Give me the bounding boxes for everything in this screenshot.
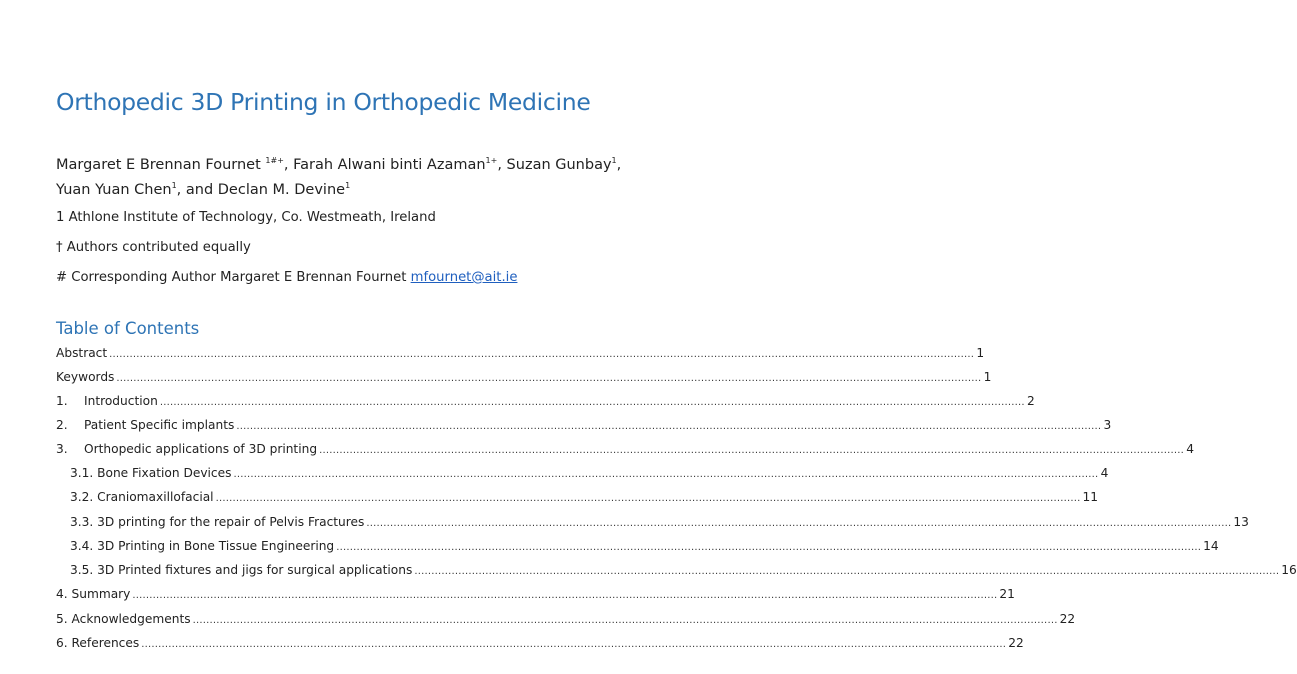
toc-entry[interactable] — [56, 559, 1297, 577]
toc-entry-page: 21 — [999, 587, 1015, 601]
toc-entry-title: 3.2. Craniomaxillofacial — [70, 490, 214, 504]
author-affiliation-mark: 1+ — [485, 156, 498, 165]
toc-entry[interactable] — [56, 414, 1112, 432]
author-separator: , — [616, 157, 622, 173]
toc-entry-page: 13 — [1233, 515, 1249, 529]
toc-dot-leader: ................................................................................................................................................................................................................................................................ — [159, 397, 1025, 408]
toc-entry[interactable] — [56, 342, 985, 360]
toc-dot-leader: ................................................................................................................................................................................................................................................................ — [233, 469, 1099, 480]
toc-entry-number: 1. — [56, 394, 68, 408]
author-affiliation-mark: 1 — [171, 181, 177, 190]
author-name: Yuan Yuan Chen — [56, 182, 172, 198]
toc-entry-title: 3.4. 3D Printing in Bone Tissue Engineering — [70, 539, 335, 553]
author-line-1 — [56, 153, 656, 178]
toc-heading: Table of Contents — [56, 319, 200, 338]
corresponding-email-link[interactable]: mfournet@ait.ie — [410, 270, 518, 285]
toc-entry-page: 4 — [1100, 466, 1109, 480]
toc-dot-leader: ................................................................................................................................................................................................................................................................ — [414, 566, 1280, 577]
toc-dot-leader: ................................................................................................................................................................................................................................................................ — [141, 639, 1007, 650]
toc-entry[interactable] — [56, 511, 1249, 529]
toc-entry-title: Patient Specific implants — [84, 418, 235, 432]
toc-entry[interactable] — [56, 366, 992, 384]
toc-entry-page: 2 — [1027, 394, 1035, 408]
document-title: Orthopedic 3D Printing in Orthopedic Medicine — [56, 88, 591, 116]
toc-entry[interactable] — [56, 632, 1024, 650]
toc-dot-leader: ................................................................................................................................................................................................................................................................ — [109, 349, 975, 360]
toc-entry-page: 1 — [976, 346, 985, 360]
toc-entry-title: Keywords — [56, 370, 115, 384]
toc-dot-leader: ................................................................................................................................................................................................................................................................ — [192, 615, 1058, 626]
toc-entry-number: 2. — [56, 418, 68, 432]
author-name: , Farah Alwani binti Azaman — [283, 157, 486, 173]
author-affiliation-mark: 1 — [611, 156, 617, 165]
toc-entry-page: 22 — [1008, 636, 1024, 650]
author-name: , Suzan Gunbay — [497, 157, 612, 173]
corresponding-author-text: # Corresponding Author Margaret E Brennan Fournet — [56, 270, 411, 285]
author-affiliation-mark: 1 — [345, 181, 351, 190]
toc-entry-title: 5. Acknowledgements — [56, 612, 191, 626]
toc-entry-page: 4 — [1186, 442, 1195, 456]
toc-entry-title: 3.5. 3D Printed fixtures and jigs for surgical applications — [70, 563, 413, 577]
toc-entry-page: 22 — [1059, 612, 1076, 626]
toc-entry-page: 14 — [1203, 539, 1219, 553]
toc-dot-leader: ................................................................................................................................................................................................................................................................ — [366, 518, 1232, 529]
toc-dot-leader: ................................................................................................................................................................................................................................................................ — [236, 421, 1102, 432]
equal-contribution-note: † Authors contributed equally — [56, 240, 251, 255]
author-line-2 — [56, 178, 656, 203]
toc-dot-leader: ................................................................................................................................................................................................................................................................ — [132, 590, 998, 601]
author-name: Margaret E Brennan Fournet — [56, 157, 266, 173]
toc-entry[interactable] — [56, 390, 1035, 408]
toc-entry[interactable] — [56, 486, 1099, 504]
toc-dot-leader: ................................................................................................................................................................................................................................................................ — [215, 493, 1081, 504]
author-affiliation-mark: 1#+ — [265, 156, 284, 165]
toc-entry-page: 3 — [1103, 418, 1112, 432]
toc-entry-number: 3. — [56, 442, 68, 456]
toc-dot-leader: ................................................................................................................................................................................................................................................................ — [336, 542, 1202, 553]
author-list — [56, 153, 656, 203]
toc-entry-page: 1 — [983, 370, 992, 384]
toc-entry[interactable] — [56, 583, 1015, 601]
toc-dot-leader: ................................................................................................................................................................................................................................................................ — [319, 445, 1185, 456]
toc-entry-title: 6. References — [56, 636, 140, 650]
toc-entry-page: 11 — [1082, 490, 1099, 504]
toc-entry[interactable] — [56, 608, 1076, 626]
affiliation: 1 Athlone Institute of Technology, Co. Westmeath, Ireland — [56, 210, 436, 225]
toc-dot-leader: ................................................................................................................................................................................................................................................................ — [116, 373, 982, 384]
toc-entry-title: 3.1. Bone Fixation Devices — [70, 466, 232, 480]
toc-entry-title: 3.3. 3D printing for the repair of Pelvis Fractures — [70, 515, 365, 529]
toc-entry-title: Orthopedic applications of 3D printing — [84, 442, 318, 456]
toc-entry-page: 16 — [1281, 563, 1297, 577]
toc-entry-title: Abstract — [56, 346, 108, 360]
author-name: , and Declan M. Devine — [176, 182, 346, 198]
toc-entry[interactable] — [56, 535, 1219, 553]
corresponding-author — [56, 270, 517, 285]
toc-entry[interactable] — [56, 462, 1109, 480]
toc-entry-title: 4. Summary — [56, 587, 131, 601]
toc-entry-title: Introduction — [84, 394, 158, 408]
toc-entry[interactable] — [56, 438, 1195, 456]
